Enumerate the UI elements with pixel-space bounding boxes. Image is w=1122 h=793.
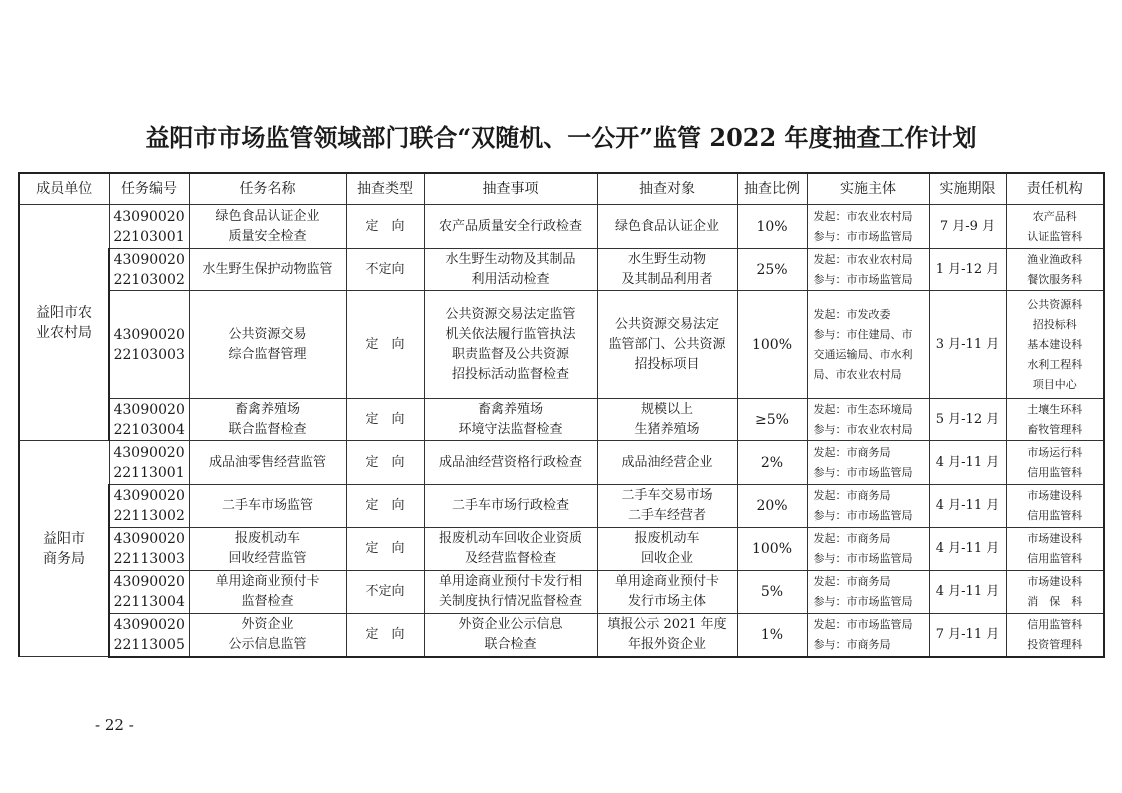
check-type: 定 向 xyxy=(346,485,424,528)
check-object-line: 回收企业 xyxy=(640,551,693,566)
check-item-line: 报废机动车回收企业资质 xyxy=(438,531,582,546)
task-name xyxy=(189,528,346,571)
responsible-office-line: 投资管理科 xyxy=(1027,637,1083,651)
check-type: 定 向 xyxy=(346,399,424,441)
implementing-body-line: 发起：市农业农村局 xyxy=(813,209,913,223)
implementation-period: 1 月-12 月 xyxy=(929,249,1006,291)
responsible-office-line: 畜牧管理科 xyxy=(1027,422,1083,436)
check-object xyxy=(597,485,737,528)
check-object xyxy=(597,528,737,571)
responsible-office-line: 水利工程科 xyxy=(1027,357,1083,371)
task-name xyxy=(189,571,346,614)
check-item-line: 公共资源交易法定监管 xyxy=(445,306,576,322)
check-type: 定 向 xyxy=(346,291,424,399)
task-name-line: 报废机动车 xyxy=(234,531,300,546)
column-header: 抽查类型 xyxy=(346,173,424,205)
implementing-body-line: 发起：市农业农村局 xyxy=(813,252,913,266)
responsible-office-line: 认证监管科 xyxy=(1027,229,1083,243)
member-unit xyxy=(19,205,109,441)
check-item-line: 成品油经营资格行政检查 xyxy=(438,454,582,470)
check-object-line: 公共资源交易法定 xyxy=(614,316,719,332)
implementation-period: 7 月-11 月 xyxy=(929,614,1006,657)
check-item-line: 及经营监督检查 xyxy=(464,551,556,566)
check-ratio: 1% xyxy=(737,614,807,657)
responsible-office-line: 餐饮服务科 xyxy=(1027,272,1083,286)
table-body xyxy=(19,205,1104,657)
responsible-office-line: 市场建设科 xyxy=(1027,575,1083,588)
table-row xyxy=(19,291,1104,399)
check-object-line: 规模以上 xyxy=(640,401,693,417)
responsible-office-line: 渔业渔政科 xyxy=(1027,252,1083,266)
task-id xyxy=(109,291,189,399)
responsible-office-line: 信用监管科 xyxy=(1027,552,1083,565)
task-id-line: 43090020 xyxy=(113,531,185,547)
task-name-line: 绿色食品认证企业 xyxy=(215,208,320,224)
check-object xyxy=(597,441,737,485)
task-name xyxy=(189,614,346,657)
task-id xyxy=(109,441,189,485)
check-object-line: 年报外资企业 xyxy=(627,636,706,652)
table-row xyxy=(19,441,1104,485)
column-header: 抽查比例 xyxy=(737,173,807,205)
check-item xyxy=(424,571,597,614)
implementing-body-line: 参与：市市场监管局 xyxy=(813,509,913,522)
check-item-line: 二手车市场行政检查 xyxy=(451,498,569,513)
column-header: 成员单位 xyxy=(19,173,109,205)
check-ratio: 5% xyxy=(737,571,807,614)
responsible-office xyxy=(1006,614,1104,657)
task-id xyxy=(109,614,189,657)
task-id-line: 43090020 xyxy=(113,488,185,504)
task-id-line: 22113002 xyxy=(113,508,185,524)
check-item xyxy=(424,441,597,485)
task-id-line: 43090020 xyxy=(113,326,185,343)
responsible-office-line: 消 保 科 xyxy=(1027,595,1083,608)
task-name-line: 外资企业 xyxy=(241,616,294,632)
column-header: 抽查事项 xyxy=(424,173,597,205)
check-type: 不定向 xyxy=(346,571,424,614)
task-id-line: 22113001 xyxy=(113,464,185,481)
implementing-body xyxy=(807,614,929,657)
member-unit-line: 业农村局 xyxy=(36,324,92,341)
check-object-line: 二手车经营者 xyxy=(627,508,706,523)
check-item xyxy=(424,291,597,399)
responsible-office xyxy=(1006,485,1104,528)
implementing-body xyxy=(807,291,929,399)
task-name-line: 回收经营监管 xyxy=(228,551,307,566)
implementation-period: 3 月-11 月 xyxy=(929,291,1006,399)
task-id-line: 22103002 xyxy=(113,271,185,288)
implementing-body-line: 发起：市发改委 xyxy=(813,307,891,321)
task-id xyxy=(109,571,189,614)
table-row xyxy=(19,528,1104,571)
implementing-body-line: 发起：市商务局 xyxy=(813,445,891,459)
check-object-line: 生猪养殖场 xyxy=(634,421,700,437)
implementation-period: 4 月-11 月 xyxy=(929,528,1006,571)
task-name xyxy=(189,205,346,249)
responsible-office-line: 信用监管科 xyxy=(1027,465,1083,479)
check-item-line: 单用途商业预付卡发行相 xyxy=(438,574,582,589)
check-item xyxy=(424,528,597,571)
implementing-body-line: 发起：市市场监管局 xyxy=(813,617,913,631)
implementing-body-line: 局、市农业农村局 xyxy=(813,367,902,381)
task-id-line: 43090020 xyxy=(113,401,185,418)
implementing-body xyxy=(807,249,929,291)
member-unit-line: 益阳市农 xyxy=(36,304,92,321)
responsible-office-line: 公共资源科 xyxy=(1027,297,1083,311)
responsible-office xyxy=(1006,205,1104,249)
check-item-line: 职责监督及公共资源 xyxy=(451,346,569,362)
implementation-period: 5 月-12 月 xyxy=(929,399,1006,441)
task-id-line: 43090020 xyxy=(113,574,185,590)
task-name-line: 综合监督管理 xyxy=(228,346,307,362)
check-item-line: 机关依法履行监管执法 xyxy=(445,326,576,342)
check-item-line: 农产品质量安全行政检查 xyxy=(438,218,582,234)
task-name-line: 二手车市场监管 xyxy=(221,498,313,513)
check-type: 定 向 xyxy=(346,441,424,485)
check-item-line: 环境守法监督检查 xyxy=(458,421,563,437)
header-row xyxy=(19,173,1104,205)
implementing-body-line: 参与：市市场监管局 xyxy=(813,465,913,479)
task-id xyxy=(109,485,189,528)
check-object-line: 绿色食品认证企业 xyxy=(614,218,719,234)
column-header: 抽查对象 xyxy=(597,173,737,205)
responsible-office xyxy=(1006,528,1104,571)
column-header: 任务名称 xyxy=(189,173,346,205)
check-ratio: 20% xyxy=(737,485,807,528)
check-object-line: 填报公示 2021 年度 xyxy=(607,616,727,632)
responsible-office xyxy=(1006,441,1104,485)
check-ratio: 2% xyxy=(737,441,807,485)
task-name xyxy=(189,485,346,528)
check-item xyxy=(424,485,597,528)
implementing-body-line: 发起：市商务局 xyxy=(813,489,891,502)
plan-table xyxy=(18,172,1105,658)
check-item-line: 招投标活动监督检查 xyxy=(451,366,569,382)
check-ratio: 100% xyxy=(737,291,807,399)
check-object-line: 监管部门、公共资源 xyxy=(608,336,726,352)
check-object xyxy=(597,399,737,441)
implementation-period: 4 月-11 月 xyxy=(929,571,1006,614)
responsible-office-line: 土壤生环科 xyxy=(1027,402,1083,416)
task-id-line: 22103003 xyxy=(113,346,185,363)
check-item-line: 畜禽养殖场 xyxy=(477,401,543,417)
task-id-line: 22113003 xyxy=(113,551,185,567)
column-header: 实施主体 xyxy=(807,173,929,205)
table-row xyxy=(19,571,1104,614)
check-type: 不定向 xyxy=(346,249,424,291)
task-name-line: 公示信息监管 xyxy=(228,636,307,652)
check-object xyxy=(597,614,737,657)
implementing-body-line: 发起：市生态环境局 xyxy=(813,402,913,416)
check-object-line: 单用途商业预付卡 xyxy=(614,574,719,589)
check-object xyxy=(597,249,737,291)
check-item-line: 利用活动检查 xyxy=(471,271,550,287)
task-name xyxy=(189,291,346,399)
responsible-office-line: 市场建设科 xyxy=(1027,532,1083,545)
check-item-line: 联合检查 xyxy=(484,636,537,652)
check-ratio: 100% xyxy=(737,528,807,571)
check-item xyxy=(424,614,597,657)
check-object xyxy=(597,205,737,249)
task-id-line: 43090020 xyxy=(113,251,185,268)
implementing-body-line: 参与：市农业农村局 xyxy=(813,422,913,436)
check-object xyxy=(597,291,737,399)
task-id-line: 43090020 xyxy=(113,444,185,461)
check-object-line: 水生野生动物 xyxy=(627,251,706,267)
implementing-body-line: 参与：市住建局、市 xyxy=(813,327,913,341)
implementing-body xyxy=(807,528,929,571)
table-row xyxy=(19,249,1104,291)
table-row xyxy=(19,614,1104,657)
column-header: 任务编号 xyxy=(109,173,189,205)
member-unit xyxy=(19,441,109,657)
check-item xyxy=(424,399,597,441)
table-row xyxy=(19,399,1104,441)
task-name-line: 单用途商业预付卡 xyxy=(215,574,320,589)
task-name xyxy=(189,249,346,291)
check-object-line: 成品油经营企业 xyxy=(621,454,713,470)
responsible-office-line: 信用监管科 xyxy=(1027,617,1083,631)
responsible-office xyxy=(1006,399,1104,441)
task-id-line: 43090020 xyxy=(113,616,185,633)
task-id xyxy=(109,205,189,249)
responsible-office xyxy=(1006,571,1104,614)
page-number: - 22 - xyxy=(95,716,134,734)
task-name-line: 联合监督检查 xyxy=(228,421,307,437)
task-id xyxy=(109,249,189,291)
task-id-line: 22113004 xyxy=(113,594,185,610)
implementing-body-line: 参与：市商务局 xyxy=(813,637,891,651)
table-row xyxy=(19,485,1104,528)
task-id xyxy=(109,528,189,571)
check-item xyxy=(424,205,597,249)
task-name-line: 水生野生保护动物监管 xyxy=(202,261,333,277)
responsible-office-line: 市场建设科 xyxy=(1027,489,1083,502)
implementing-body xyxy=(807,441,929,485)
responsible-office-line: 基本建设科 xyxy=(1027,337,1083,351)
implementing-body xyxy=(807,485,929,528)
implementation-period: 4 月-11 月 xyxy=(929,485,1006,528)
table-row xyxy=(19,205,1104,249)
check-object-line: 报废机动车 xyxy=(634,531,700,546)
task-id-line: 22113005 xyxy=(113,636,185,653)
implementation-period: 4 月-11 月 xyxy=(929,441,1006,485)
column-header: 责任机构 xyxy=(1006,173,1104,205)
task-name xyxy=(189,399,346,441)
check-type: 定 向 xyxy=(346,528,424,571)
task-name-line: 监督检查 xyxy=(241,594,294,609)
task-name-line: 公共资源交易 xyxy=(228,326,307,342)
implementing-body-line: 交通运输局、市水利 xyxy=(813,347,913,361)
check-object xyxy=(597,571,737,614)
task-id-line: 22103004 xyxy=(113,421,185,438)
check-ratio: 10% xyxy=(737,205,807,249)
member-unit-line: 益阳市 xyxy=(43,530,85,547)
implementing-body-line: 发起：市商务局 xyxy=(813,532,891,545)
member-unit-line: 商务局 xyxy=(43,550,85,567)
check-type: 定 向 xyxy=(346,614,424,657)
check-object-line: 二手车交易市场 xyxy=(621,488,713,503)
task-name-line: 成品油零售经营监管 xyxy=(208,454,326,470)
check-type: 定 向 xyxy=(346,205,424,249)
responsible-office-line: 项目中心 xyxy=(1032,377,1077,391)
task-id xyxy=(109,399,189,441)
responsible-office-line: 信用监管科 xyxy=(1027,509,1083,522)
implementing-body xyxy=(807,205,929,249)
check-ratio: 25% xyxy=(737,249,807,291)
check-object-line: 招投标项目 xyxy=(634,356,700,372)
check-item-line: 关制度执行情况监督检查 xyxy=(438,594,582,609)
task-id-line: 22103001 xyxy=(113,228,185,245)
task-name-line: 质量安全检查 xyxy=(228,228,307,244)
responsible-office-line: 招投标科 xyxy=(1032,317,1077,331)
responsible-office-line: 农产品科 xyxy=(1032,209,1077,223)
check-object-line: 及其制品利用者 xyxy=(621,271,713,287)
check-item-line: 外资企业公示信息 xyxy=(458,616,563,632)
task-name xyxy=(189,441,346,485)
responsible-office xyxy=(1006,249,1104,291)
check-object-line: 发行市场主体 xyxy=(627,594,706,609)
implementation-period: 7 月-9 月 xyxy=(929,205,1006,249)
responsible-office-line: 市场运行科 xyxy=(1027,445,1083,459)
implementing-body xyxy=(807,571,929,614)
task-id-line: 43090020 xyxy=(113,208,185,225)
check-ratio: ≥5% xyxy=(737,399,807,441)
page-title: 益阳市市场监管领域部门联合“双随机、一公开”监管 2022 年度抽查工作计划 xyxy=(145,123,977,152)
task-name-line: 畜禽养殖场 xyxy=(234,401,300,417)
check-item xyxy=(424,249,597,291)
implementing-body-line: 参与：市市场监管局 xyxy=(813,552,913,565)
check-item-line: 水生野生动物及其制品 xyxy=(445,251,576,267)
implementing-body-line: 发起：市商务局 xyxy=(813,575,891,588)
responsible-office xyxy=(1006,291,1104,399)
implementing-body-line: 参与：市市场监管局 xyxy=(813,229,913,243)
implementing-body-line: 参与：市市场监管局 xyxy=(813,272,913,286)
implementing-body-line: 参与：市市场监管局 xyxy=(813,595,913,608)
column-header: 实施期限 xyxy=(929,173,1006,205)
implementing-body xyxy=(807,399,929,441)
